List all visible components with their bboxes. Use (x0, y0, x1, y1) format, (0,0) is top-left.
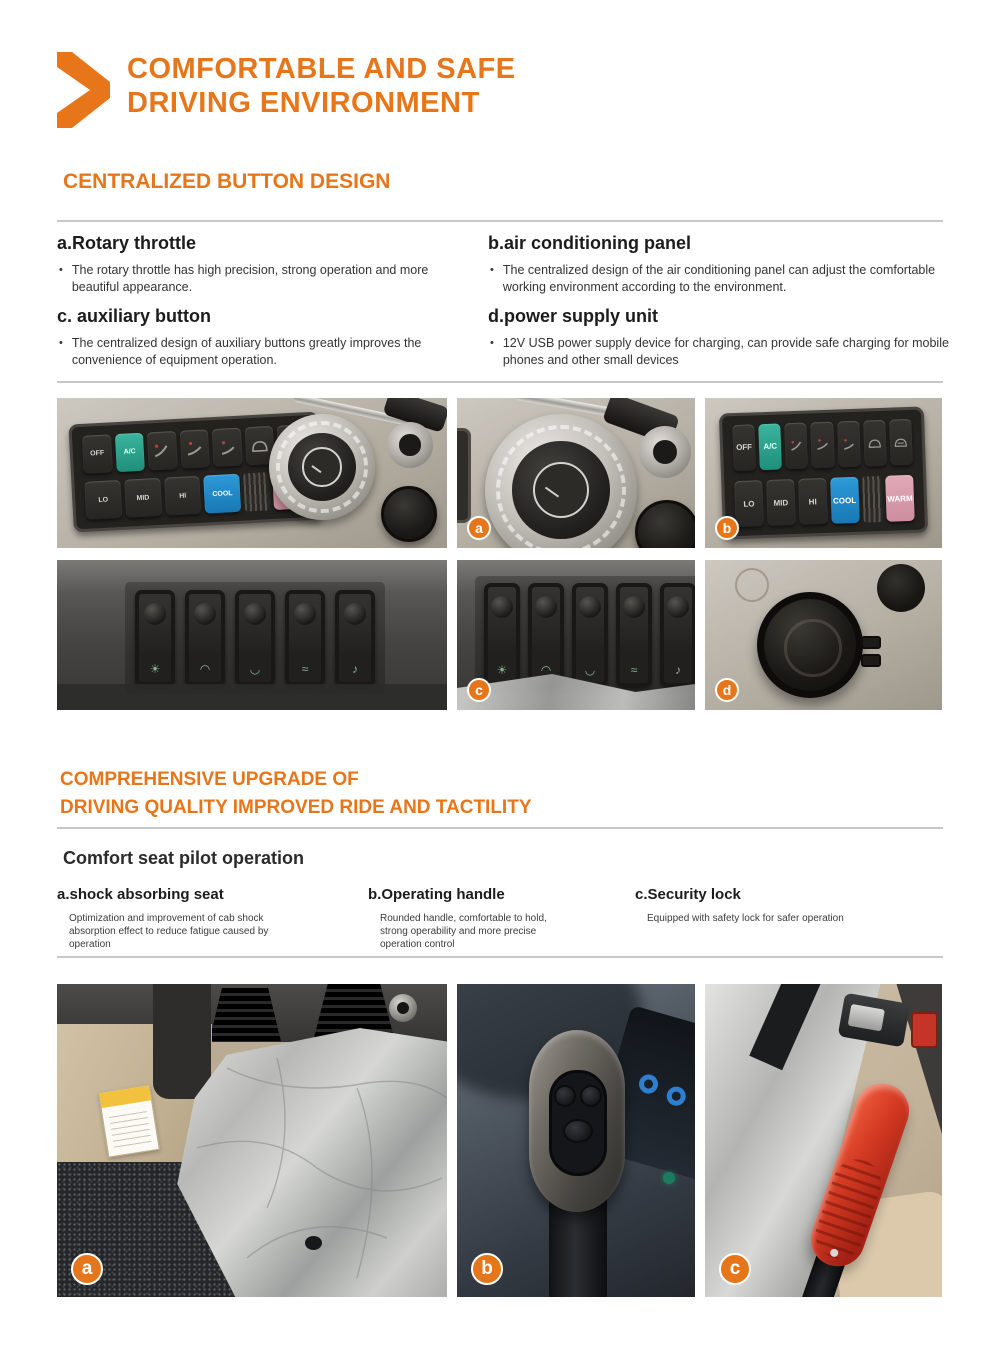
feature-title: c. auxiliary button (57, 306, 212, 326)
feature-text: Rounded handle, comfortable to hold, strong operability and more precise operation control (380, 913, 547, 950)
music-icon: ♪ (352, 662, 358, 676)
defrost-rear-icon (889, 419, 913, 466)
rocker-indent (144, 603, 166, 625)
rocker-switch (660, 583, 695, 687)
bullet-icon: • (59, 337, 63, 349)
panel-hole (877, 564, 925, 612)
display-glyph (665, 1084, 689, 1108)
section-heading-line1: COMPREHENSIVE UPGRADE OF (60, 769, 359, 790)
cool-button: COOL (830, 477, 859, 524)
page-title-line2: DRIVING ENVIRONMENT (127, 87, 480, 119)
fan-lo-button: LO (84, 480, 122, 520)
vent-direction-icon (785, 423, 809, 470)
vent-direction-icon (147, 431, 178, 470)
feature-title: a.shock absorbing seat (57, 886, 224, 903)
rocker-indent (579, 596, 601, 618)
photo-operating-handle (457, 984, 695, 1297)
photo-auxiliary-switches-overview (57, 560, 447, 710)
vent-direction-icon (811, 422, 835, 469)
feature-title: b.Operating handle (368, 886, 505, 903)
power-outlet-cover (757, 592, 863, 698)
console-knob (389, 994, 417, 1022)
feature-rotary-throttle (57, 233, 452, 296)
rocker-indent (294, 603, 316, 625)
rocker-switch (484, 583, 520, 687)
rocker-switch (572, 583, 608, 687)
divider (57, 381, 943, 383)
indicator-light (663, 1172, 675, 1184)
divider (57, 956, 943, 958)
display-glyph (637, 1072, 661, 1096)
rocker-indent (623, 596, 645, 618)
fan-mid-button: MID (124, 478, 162, 518)
rocker-switch (235, 590, 275, 686)
photo-label-a: a (71, 1253, 103, 1285)
feature-title: d.power supply unit (488, 306, 658, 326)
photo-label-a: a (467, 516, 491, 540)
rocker-indent (535, 596, 557, 618)
handle-button (554, 1085, 576, 1107)
feature-title: b.air conditioning panel (488, 233, 692, 253)
button-design-photo-grid (57, 398, 942, 710)
warm-button: WARM (885, 475, 914, 522)
handle-head (529, 1030, 625, 1212)
photo-label-c: c (467, 678, 491, 702)
divider (57, 220, 943, 222)
photo-shock-absorbing-seat (57, 984, 447, 1297)
handle-button (563, 1119, 593, 1143)
ac-off-button: OFF (82, 434, 113, 473)
chevron-logo-icon (57, 52, 111, 128)
handle-button (580, 1085, 602, 1107)
console-edge (57, 684, 447, 710)
cover-tab (861, 636, 881, 649)
ac-button: A/C (758, 423, 782, 470)
wiper-icon: ◠ (540, 663, 552, 677)
rocker-indent (491, 596, 513, 618)
photo-rotary-throttle (457, 398, 695, 548)
release-button (911, 1012, 938, 1048)
divider (57, 827, 943, 829)
warning-sticker (98, 1084, 160, 1157)
feature-shock-absorbing-seat (57, 886, 357, 951)
work-light-icon: ☀ (496, 663, 508, 677)
handle-button-cluster (549, 1070, 607, 1176)
rocker-switch (335, 590, 375, 686)
subheading-comfort-seat: Comfort seat pilot operation (63, 848, 305, 868)
horn-icon: ≈ (301, 662, 309, 676)
photo-label-b: b (715, 516, 739, 540)
rocker-switch (285, 590, 325, 686)
ignition-switch (639, 426, 691, 478)
temperature-bars (862, 476, 883, 523)
photo-air-conditioning-panel (705, 398, 942, 548)
defrost-front-icon (863, 420, 887, 467)
photo-dashboard-overview (57, 398, 447, 548)
rotary-throttle-dial (485, 414, 637, 548)
rocker-indent (244, 603, 266, 625)
photo-label-b: b (471, 1253, 503, 1285)
power-outlet-cap (381, 486, 437, 542)
feature-text: The centralized design of the air conditioning panel can adjust the comfortable working environment according to the environment. (502, 263, 936, 294)
rocker-switch (185, 590, 225, 686)
vent-direction-icon (180, 429, 211, 468)
horn-icon: ≈ (630, 663, 638, 677)
rocker-switch (616, 583, 652, 687)
rocker-switch-bank (125, 582, 385, 694)
rocker-switch (528, 583, 564, 687)
feature-auxiliary-button (57, 306, 452, 369)
page-header (57, 52, 516, 128)
panel-slot (457, 428, 471, 523)
panel-marking (735, 568, 769, 602)
rocker-indent (667, 596, 689, 618)
photo-security-lock (705, 984, 942, 1297)
cool-button: COOL (204, 474, 242, 514)
wiper-icon: ◠ (199, 662, 211, 676)
washer-icon: ◡ (249, 662, 261, 676)
section-heading-comprehensive-upgrade (60, 766, 532, 822)
feature-text: The rotary throttle has high precision, strong operation and more beautiful appearance. (71, 263, 429, 294)
section-heading-centralized-button-design: CENTRALIZED BUTTON DESIGN (63, 170, 391, 193)
cover-tab (861, 654, 881, 667)
ignition-switch (387, 422, 433, 468)
ac-off-button: OFF (732, 424, 756, 471)
seat-wrap-hole (305, 1236, 322, 1250)
feature-air-conditioning-panel (488, 233, 948, 296)
photo-label-d: d (715, 678, 739, 702)
feature-security-lock (635, 886, 915, 925)
fan-lo-button: LO (734, 480, 763, 527)
vent-direction-icon (212, 428, 243, 467)
photo-power-supply-unit (705, 560, 942, 710)
console-boot (153, 984, 211, 1099)
lever-screw (829, 1248, 839, 1258)
rocker-switch-bank (475, 576, 695, 694)
feature-power-supply-unit (488, 306, 953, 369)
page-title (127, 52, 516, 128)
bullet-icon: • (490, 337, 494, 349)
feature-text: The centralized design of auxiliary buttons greatly improves the convenience of equipment operation. (71, 336, 422, 367)
work-light-icon: ☀ (149, 662, 161, 676)
section-heading-line2: DRIVING QUALITY IMPROVED RIDE AND TACTILITY (60, 797, 532, 818)
feature-title: c.Security lock (635, 886, 741, 903)
bullet-icon: • (59, 264, 63, 276)
comfort-seat-photo-grid (57, 984, 942, 1297)
fan-hi-button: HI (164, 476, 202, 516)
joystick-boot (209, 988, 281, 1042)
rocker-indent (344, 603, 366, 625)
rotary-throttle-dial (269, 414, 375, 520)
feature-title: a.Rotary throttle (57, 233, 197, 253)
page-title-line1: COMFORTABLE AND SAFE (127, 53, 516, 85)
feature-text: Equipped with safety lock for safer operation (647, 913, 844, 924)
power-outlet-cap (635, 500, 695, 548)
washer-icon: ◡ (584, 663, 596, 677)
photo-auxiliary-switches (457, 560, 695, 710)
feature-operating-handle (368, 886, 598, 951)
music-icon: ♪ (675, 663, 681, 677)
photo-label-c: c (719, 1253, 751, 1285)
fan-hi-button: HI (798, 478, 827, 525)
temperature-bars (243, 472, 270, 511)
feature-text: Optimization and improvement of cab shock absorption effect to reduce fatigue caused by operation (69, 913, 269, 950)
feature-text: 12V USB power supply device for charging, can provide safe charging for mobile phones and other small devices (502, 336, 949, 367)
fan-mid-button: MID (766, 479, 795, 526)
rocker-indent (194, 603, 216, 625)
vent-direction-icon (837, 421, 861, 468)
ac-control-panel (719, 406, 928, 539)
bullet-icon: • (490, 264, 494, 276)
ac-button: A/C (114, 433, 145, 472)
rocker-switch (135, 590, 175, 686)
